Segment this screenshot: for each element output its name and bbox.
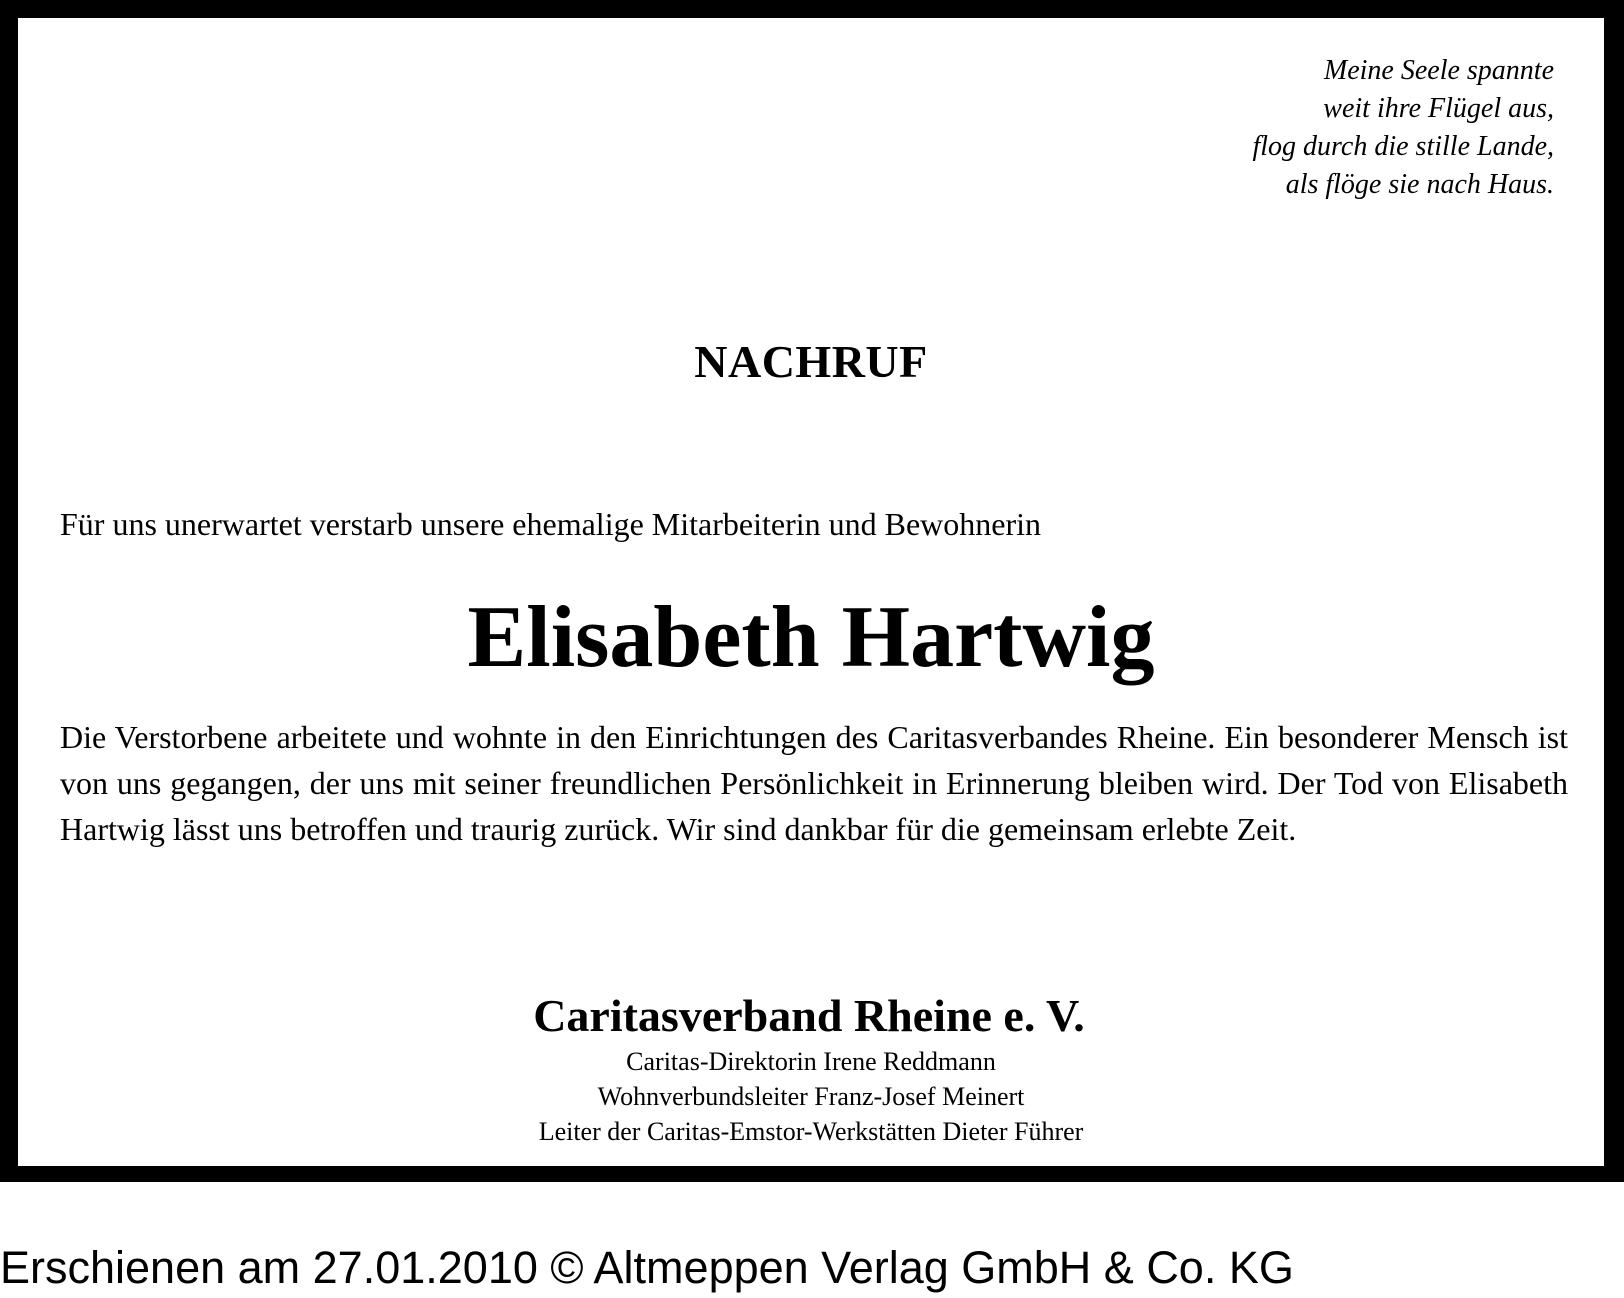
poem-line-3: flog durch die stille Lande, (1252, 131, 1554, 162)
organization-name: Caritasverband Rheine e. V. (533, 990, 1085, 1041)
signatory-3: Leiter der Caritas-Emstor-Werkstätten Dieter Führer (538, 1117, 1084, 1146)
signatory-1: Caritas-Direktorin Irene Reddmann (626, 1047, 996, 1076)
poem-line-2: weit ihre Flügel aus, (1323, 93, 1554, 124)
deceased-name: Elisabeth Hartwig (467, 589, 1155, 686)
notice-heading: NACHRUF (694, 336, 928, 387)
signature-block (18, 988, 1604, 1149)
publication-footer: Erschienen am 27.01.2010 © Altmeppen Verlag GmbH & Co. KG (0, 1242, 1294, 1293)
poem-line-4: als flöge sie nach Haus. (1285, 169, 1554, 200)
poem-verse (1253, 52, 1555, 204)
intro-sentence: Für uns unerwartet verstarb unsere ehemalige Mitarbeiterin und Bewohnerin (60, 506, 1042, 542)
signatory-2: Wohnverbundsleiter Franz-Josef Meinert (597, 1082, 1025, 1111)
obituary-body-text: Die Verstorbene arbeitete und wohnte in den Einrichtungen des Caritasverbandes Rheine. Ein besonderer Mensch ist von uns gegangen, der uns mit seiner freundlichen Persönlichkeit in Erinnerung bleiben wird. Der Tod von Elisabeth Hartwig lässt uns betroffen und traurig zurück. Wir sind dankbar für die gemeinsam erlebte Zeit. (60, 719, 1568, 847)
obituary-notice (18, 18, 1604, 1166)
poem-line-1: Meine Seele spannte (1323, 55, 1554, 86)
